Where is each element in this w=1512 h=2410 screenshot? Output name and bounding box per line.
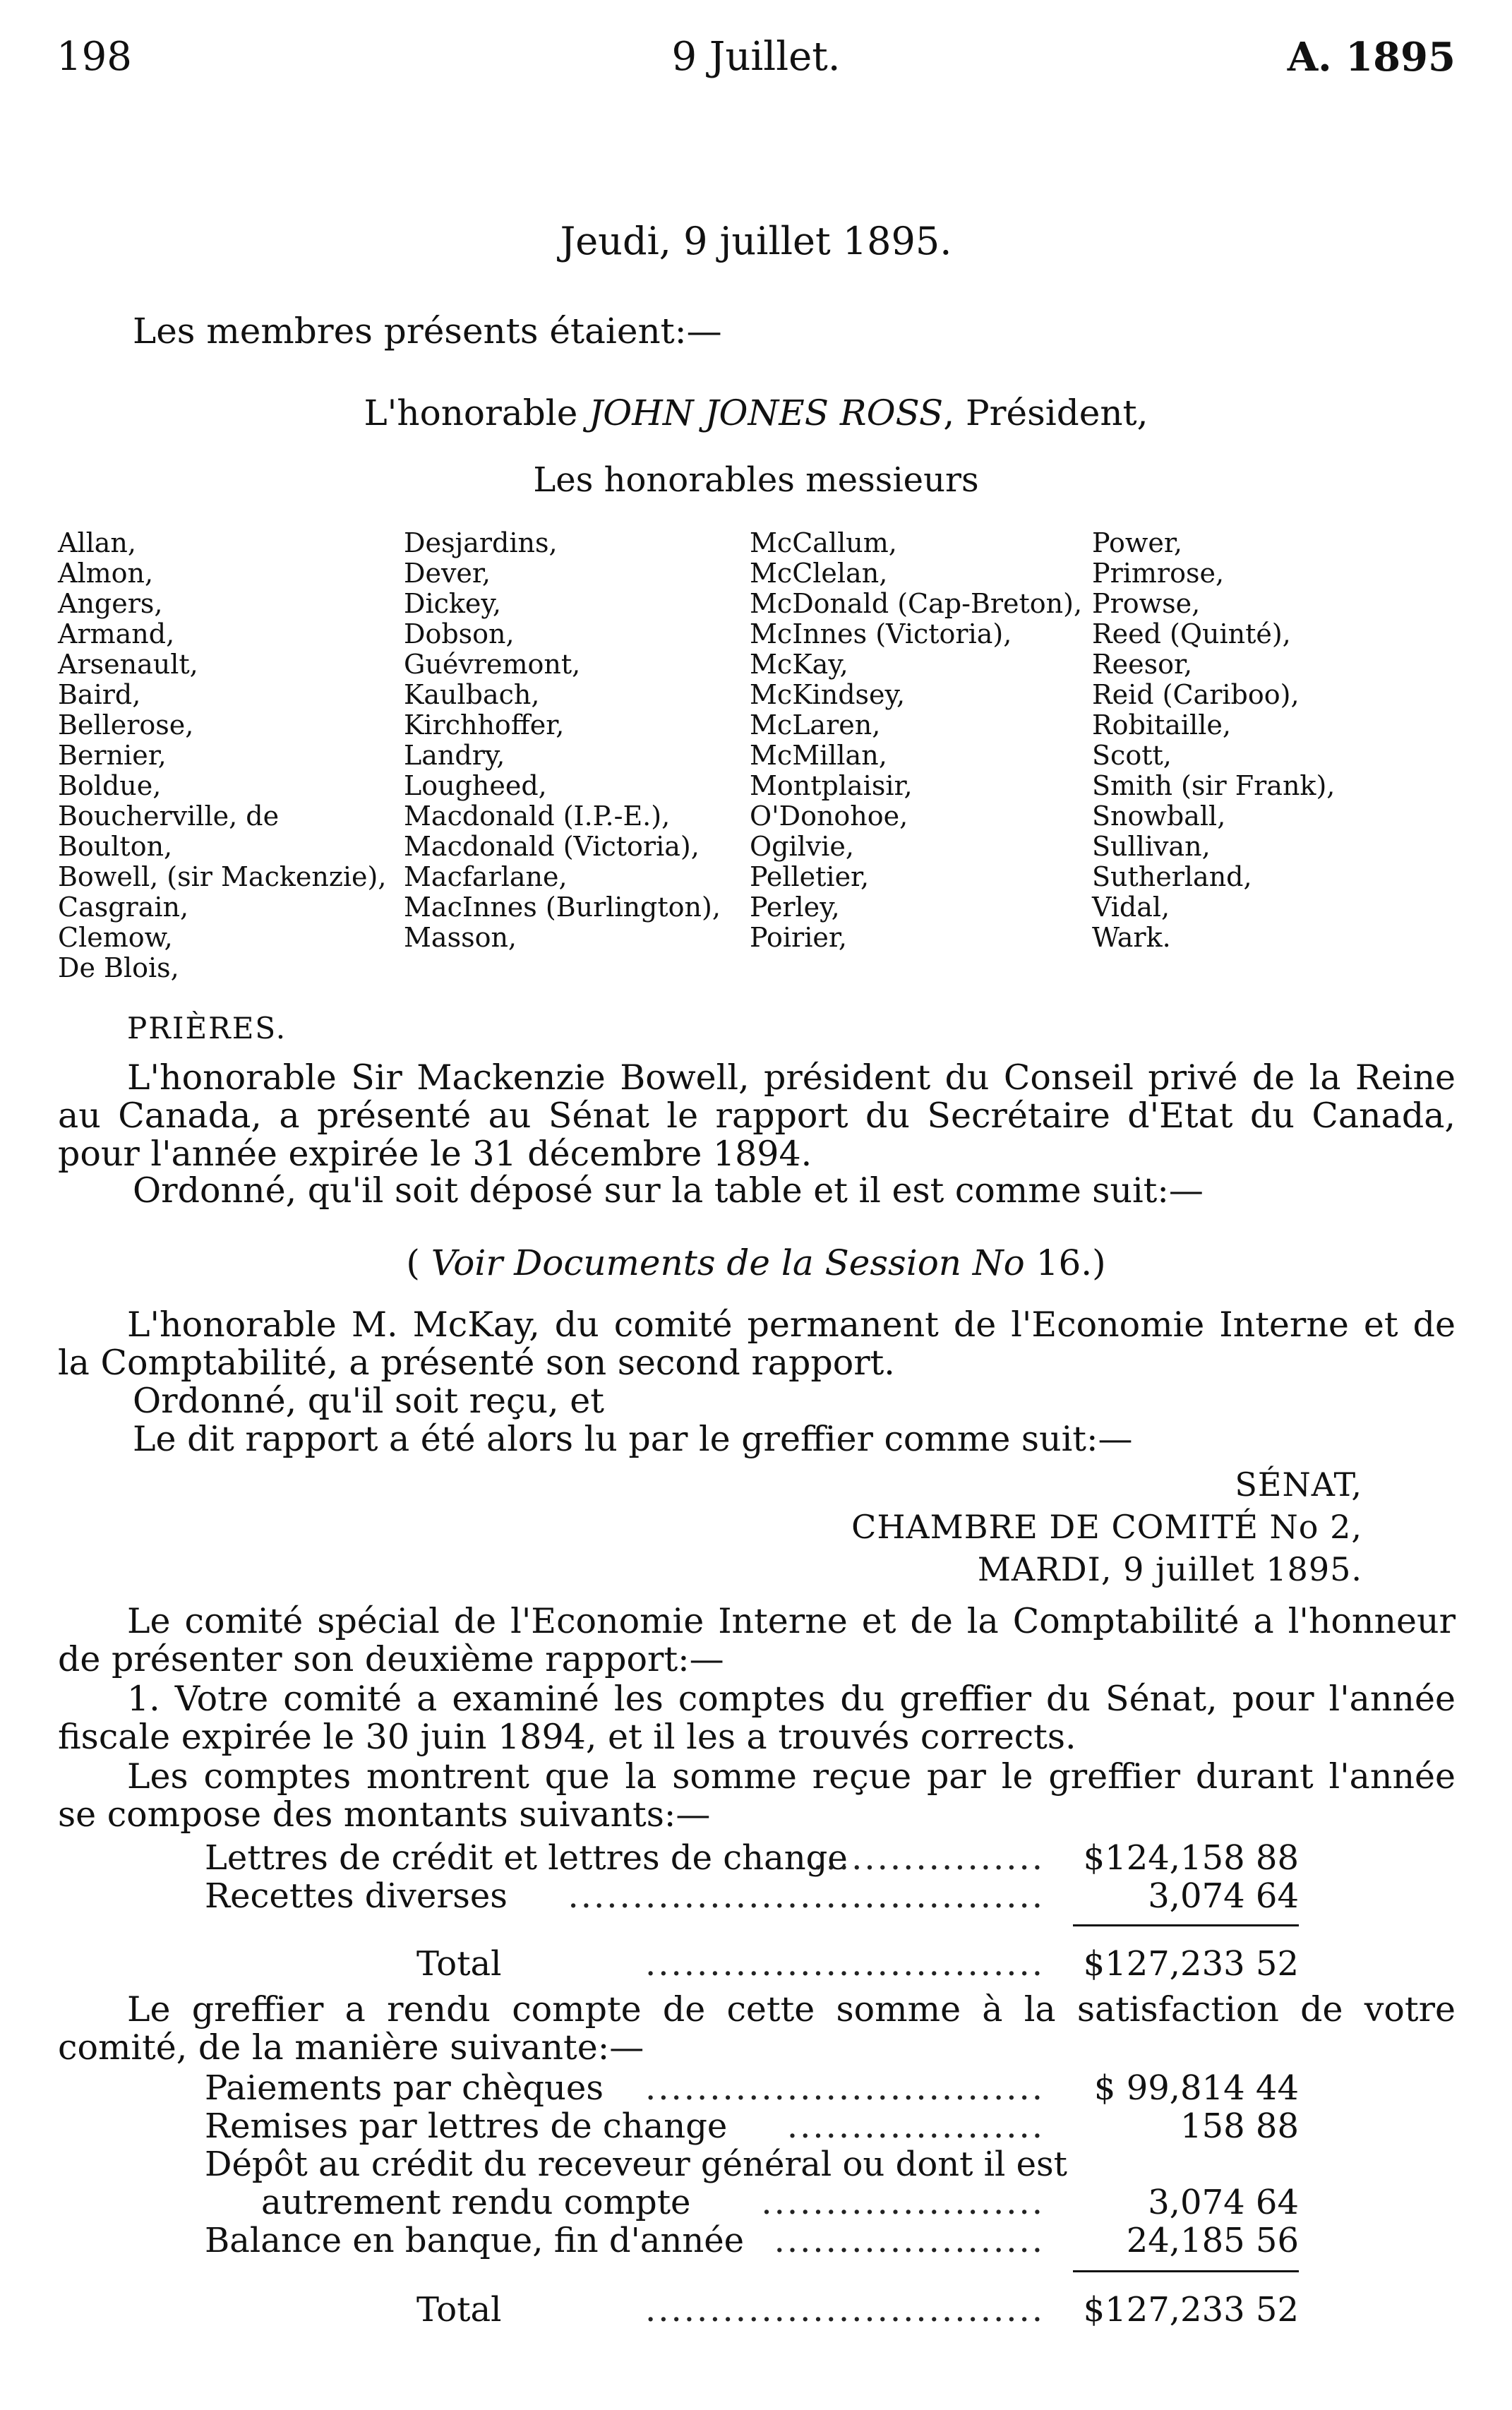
senator-name: Boucherville, de xyxy=(58,801,280,832)
senator-name: Landry, xyxy=(404,740,505,771)
senator-name: Montplaisir, xyxy=(750,770,913,801)
senator-name: McDonald (Cap-Breton), xyxy=(750,588,1083,619)
senator-name: McClelan, xyxy=(750,558,888,589)
payment-amount: $ 99,814 44 xyxy=(1093,2068,1299,2108)
payment-label: Remises par lettres de change xyxy=(205,2106,728,2146)
senat-heading: SÉNAT, xyxy=(1235,1465,1362,1504)
senator-name: Macdonald (Victoria), xyxy=(404,831,700,862)
senator-name: Bowell, (sir Mackenzie), xyxy=(58,861,387,892)
senator-name: O'Donohoe, xyxy=(750,801,908,832)
voir-documents-note xyxy=(0,1242,1512,1283)
senator-name: McKay, xyxy=(750,649,848,680)
senator-name: Bernier, xyxy=(58,740,167,771)
rapport-lu: Le dit rapport a été alors lu par le greffier comme suit:— xyxy=(133,1419,1133,1459)
senator-column-1 xyxy=(58,528,397,983)
paragraph-rendu-compte: Le greffier a rendu compte de cette somme à la satisfaction de votre comité, de la manière suivante:— xyxy=(58,1989,1456,2068)
receipts-total-row xyxy=(205,1944,1299,1984)
senator-name: Kirchhoffer, xyxy=(404,709,565,741)
chambre-de-comite: CHAMBRE DE COMITÉ No 2, xyxy=(851,1508,1362,1546)
paragraph-bowell-report: L'honorable Sir Mackenzie Bowell, président du Conseil privé de la Reine au Canada, a présenté au Sénat le rapport du Secrétaire d'Etat du Canada, pour l'année expirée le 31 décembre 1894. xyxy=(58,1057,1456,1174)
senator-name: Dever, xyxy=(404,558,491,589)
senator-name: De Blois, xyxy=(58,952,179,983)
senator-name: Primrose, xyxy=(1092,558,1225,589)
senator-name: Macdonald (I.P.-E.), xyxy=(404,801,671,832)
senator-name: Wark. xyxy=(1092,922,1171,953)
senator-name: Bellerose, xyxy=(58,709,194,741)
senator-name: Poirier, xyxy=(750,922,847,953)
sum-rule xyxy=(1073,2270,1299,2272)
total-amount: $127,233 52 xyxy=(1083,2290,1299,2330)
receipt-row xyxy=(205,1876,1299,1916)
receipt-label: Recettes diverses xyxy=(205,1876,508,1916)
receipt-row xyxy=(205,1838,1299,1878)
senator-name: Arsenault, xyxy=(58,649,198,680)
senator-name: Lougheed, xyxy=(404,770,547,801)
payments-total-row xyxy=(205,2290,1299,2330)
senator-name: Angers, xyxy=(58,588,163,619)
senator-name: McCallum, xyxy=(750,527,897,558)
sitting-date: Jeudi, 9 juillet 1895. xyxy=(560,219,952,263)
paragraph-comite-special: Le comité spécial de l'Economie Interne et de la Comptabilité a l'honneur de présenter son deuxième rapport:— xyxy=(58,1601,1456,1679)
senator-name: Reed (Quinté), xyxy=(1092,618,1291,649)
senator-name: MacInnes (Burlington), xyxy=(404,892,721,923)
senator-name: Ogilvie, xyxy=(750,831,854,862)
receipt-amount: $124,158 88 xyxy=(1083,1838,1299,1878)
payment-row xyxy=(205,2183,1299,2222)
senator-name: Power, xyxy=(1092,527,1182,558)
payment-label: Balance en banque, fin d'année xyxy=(205,2221,745,2260)
receipt-amount: 3,074 64 xyxy=(1148,1876,1299,1916)
senator-name: McInnes (Victoria), xyxy=(750,618,1012,649)
total-label: Total xyxy=(416,1944,502,1984)
senator-name: Reid (Cariboo), xyxy=(1092,679,1300,710)
running-year: A. 1895 xyxy=(1287,34,1456,80)
senator-name: McLaren, xyxy=(750,709,881,741)
senator-name: Kaulbach, xyxy=(404,679,540,710)
leader-dots: ..................................... xyxy=(568,1876,1045,1916)
president-suffix: , Président, xyxy=(943,392,1148,433)
president-prefix: L'honorable xyxy=(364,392,589,433)
payment-row xyxy=(205,2221,1299,2260)
senator-name: Smith (sir Frank), xyxy=(1092,770,1336,801)
voir-open: ( xyxy=(406,1242,431,1283)
senator-name: Sutherland, xyxy=(1092,861,1252,892)
senator-name: Scott, xyxy=(1092,740,1172,771)
report-date: MARDI, 9 juillet 1895. xyxy=(977,1550,1362,1588)
leader-dots: ...................... xyxy=(761,2183,1045,2222)
senator-name: Clemow, xyxy=(58,922,173,953)
ordonne-recu: Ordonné, qu'il soit reçu, et xyxy=(133,1381,604,1421)
leader-dots: .................. xyxy=(812,1838,1045,1878)
paragraph-comptes-examines: 1. Votre comité a examiné les comptes du greffier du Sénat, pour l'année fiscale expirée le 30 juin 1894, et il les a trouvés corrects. xyxy=(58,1679,1456,1757)
payment-amount: 24,185 56 xyxy=(1126,2221,1299,2260)
leader-dots: ............................... xyxy=(645,2290,1045,2330)
prieres-heading: PRIÈRES. xyxy=(127,1011,287,1045)
messieurs-heading: Les honorables messieurs xyxy=(533,460,979,500)
voir-number: 16.) xyxy=(1024,1242,1106,1283)
senator-column-4 xyxy=(1092,528,1431,953)
senator-column-3 xyxy=(750,528,1088,953)
total-amount: $127,233 52 xyxy=(1083,1944,1299,1984)
senator-name: Sullivan, xyxy=(1092,831,1211,862)
senator-list xyxy=(58,528,1456,994)
senator-name: Dobson, xyxy=(404,618,515,649)
senator-name: Boulton, xyxy=(58,831,173,862)
payment-amount: 3,074 64 xyxy=(1148,2183,1299,2222)
senator-name: Almon, xyxy=(58,558,154,589)
senator-name: McKindsey, xyxy=(750,679,906,710)
senator-name: Allan, xyxy=(58,527,136,558)
payment-row xyxy=(205,2106,1299,2146)
senator-name: Baird, xyxy=(58,679,141,710)
payment-row xyxy=(205,2068,1299,2108)
senator-name: Vidal, xyxy=(1092,892,1170,923)
running-date: 9 Juillet. xyxy=(671,34,841,80)
senator-name: Desjardins, xyxy=(404,527,558,558)
payment-label: Dépôt au crédit du receveur général ou dont il est xyxy=(205,2145,1067,2184)
leader-dots: ............................... xyxy=(645,1944,1045,1984)
ordonne-depose: Ordonné, qu'il soit déposé sur la table et il est comme suit:— xyxy=(133,1170,1204,1211)
sum-rule xyxy=(1073,1924,1299,1926)
senator-name: Snowball, xyxy=(1092,801,1226,832)
senator-name: Pelletier, xyxy=(750,861,870,892)
president-line xyxy=(0,392,1512,433)
payment-row xyxy=(205,2145,1299,2184)
payment-label: autrement rendu compte xyxy=(261,2183,691,2222)
senator-name: Armand, xyxy=(58,618,175,649)
senator-name: Robitaille, xyxy=(1092,709,1231,741)
leader-dots: ..................... xyxy=(774,2221,1045,2260)
members-intro: Les membres présents étaient:— xyxy=(133,311,722,352)
senator-name: Boldue, xyxy=(58,770,162,801)
senator-name: Casgrain, xyxy=(58,892,189,923)
senator-name: Macfarlane, xyxy=(404,861,568,892)
senator-name: Perley, xyxy=(750,892,840,923)
senator-name: Dickey, xyxy=(404,588,501,619)
receipt-label: Lettres de crédit et lettres de change xyxy=(205,1838,848,1878)
voir-text: Voir Documents de la Session No xyxy=(431,1242,1025,1283)
leader-dots: .................... xyxy=(786,2106,1045,2146)
paragraph-mckay-report: L'honorable M. McKay, du comité permanent de l'Economie Interne et de la Comptabilité, a présenté son second rapport. xyxy=(58,1305,1456,1383)
payment-amount: 158 88 xyxy=(1180,2106,1299,2146)
total-label: Total xyxy=(416,2290,502,2330)
senator-name: Guévremont, xyxy=(404,649,581,680)
senator-name: Masson, xyxy=(404,922,517,953)
payment-label: Paiements par chèques xyxy=(205,2068,604,2108)
senator-name: McMillan, xyxy=(750,740,887,771)
senator-name: Prowse, xyxy=(1092,588,1201,619)
leader-dots: ............................... xyxy=(645,2068,1045,2108)
paragraph-comptes-montrent: Les comptes montrent que la somme reçue par le greffier durant l'année se compose des montants suivants:— xyxy=(58,1756,1456,1835)
senator-name: Reesor, xyxy=(1092,649,1193,680)
president-name: JOHN JONES ROSS xyxy=(589,392,944,433)
page-number: 198 xyxy=(56,34,132,80)
senator-column-2 xyxy=(404,528,743,953)
